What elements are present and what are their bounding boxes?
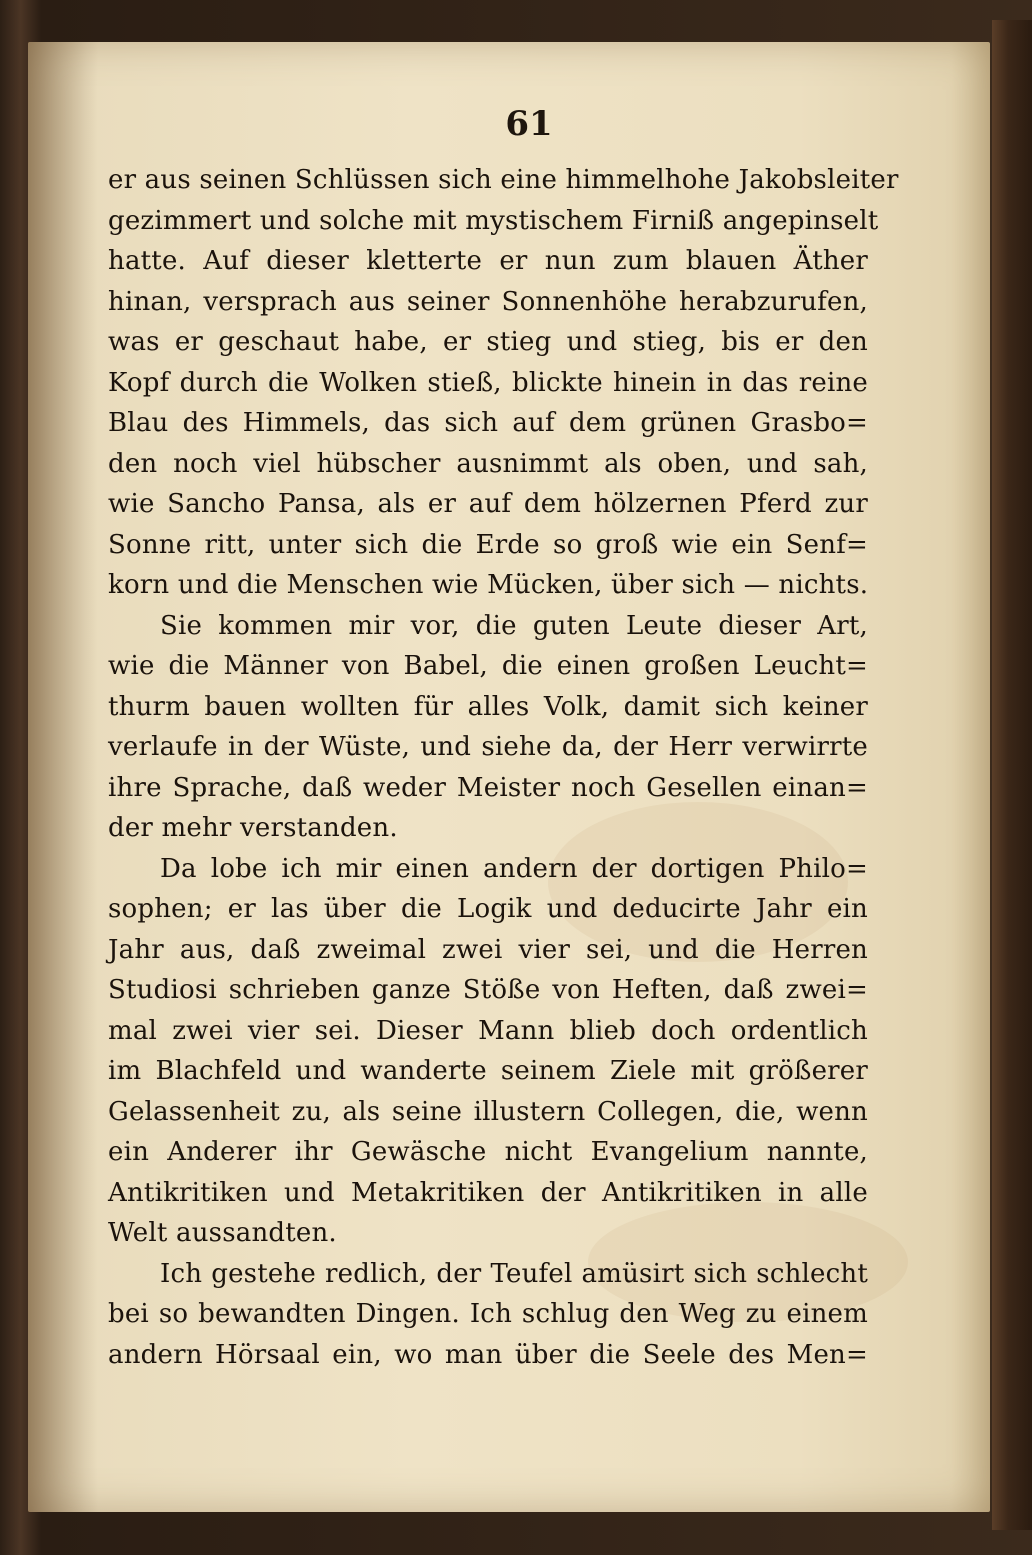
text-line: hatte. Auf dieser kletterte er nun zum blauen Äther: [108, 246, 868, 276]
page-number: 61: [505, 104, 553, 144]
text-line: gezimmert und solche mit mystischem Firniß angepinselt: [108, 205, 879, 236]
text-line: Blau des Himmels, das sich auf dem grünen Grasbo=: [108, 408, 868, 438]
text-line: Studiosi schrieben ganze Stöße von Heften, daß zwei=: [108, 975, 868, 1005]
text-line: Kopf durch die Wolken stieß, blickte hinein in das reine: [108, 367, 868, 398]
paragraph-end-line: der mehr verstanden.: [108, 813, 398, 843]
text-line: verlaufe in der Wüste, und siehe da, der Herr verwirrte: [108, 732, 868, 762]
paragraph-end-line: Welt aussandten.: [108, 1218, 337, 1248]
text-line: ein Anderer ihr Gewäsche nicht Evangelium nannte,: [108, 1137, 868, 1167]
text-line: korn und die Menschen wie Mücken, über sich — nichts.: [108, 570, 869, 600]
text-line: Jahr aus, daß zweimal zwei vier sei, und die Herren: [108, 934, 868, 965]
page-text: [108, 160, 899, 1375]
text-line: sophen; er las über die Logik und deducirte Jahr ein: [108, 894, 868, 924]
text-line: im Blachfeld und wanderte seinem Ziele mit größerer: [108, 1056, 868, 1086]
paragraph-start-line: Da lobe ich mir einen andern der dortigen Philo=: [160, 853, 868, 884]
text-line: Gelassenheit zu, als seine illustern Collegen, die, wenn: [108, 1096, 868, 1127]
text-line: wie die Männer von Babel, die einen großen Leucht=: [108, 651, 868, 681]
book-edge: [992, 20, 1032, 1530]
text-line: was er geschaut habe, er stieg und stieg, bis er den: [108, 327, 868, 357]
paragraph-start-line: Sie kommen mir vor, die guten Leute dieser Art,: [160, 610, 868, 641]
text-line: Sonne ritt, unter sich die Erde so groß wie ein Senf=: [108, 529, 868, 560]
text-line: mal zwei vier sei. Dieser Mann blieb doch ordentlich: [108, 1015, 868, 1046]
text-line: wie Sancho Pansa, als er auf dem hölzernen Pferd zur: [108, 489, 868, 519]
book-page: [28, 42, 990, 1512]
text-line: thurm bauen wollten für alles Volk, damit sich keiner: [108, 691, 868, 722]
text-line: ihre Sprache, daß weder Meister noch Gesellen einan=: [108, 772, 868, 803]
page-gutter-shadow: [28, 42, 98, 1512]
text-line: bei so bewandten Dingen. Ich schlug den Weg zu einem: [108, 1299, 868, 1329]
text-line: Antikritiken und Metakritiken der Antikritiken in alle: [108, 1177, 868, 1208]
text-line: andern Hörsaal ein, wo man über die Seele des Men=: [108, 1339, 868, 1370]
paragraph-start-line: Ich gestehe redlich, der Teufel amüsirt sich schlecht: [160, 1258, 868, 1289]
text-line: den noch viel hübscher ausnimmt als oben, und sah,: [108, 448, 868, 479]
text-line: hinan, versprach aus seiner Sonnenhöhe herabzurufen,: [108, 286, 868, 317]
text-line: er aus seinen Schlüssen sich eine himmelhohe Jakobsleiter: [108, 165, 899, 195]
